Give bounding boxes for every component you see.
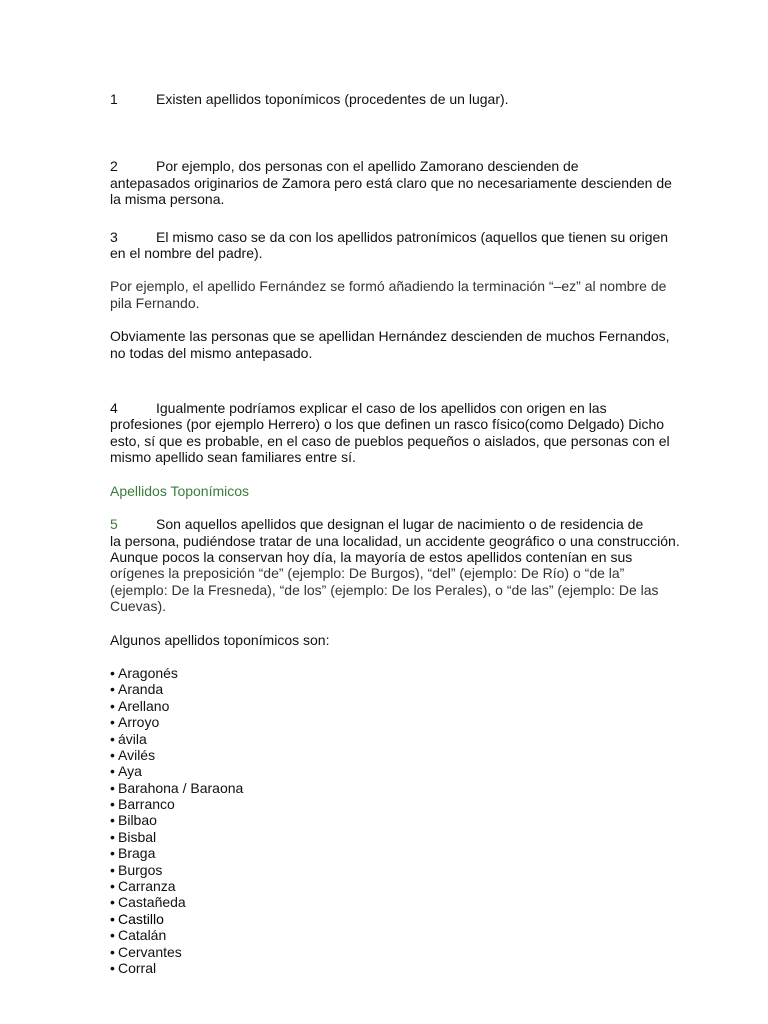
bullet-icon: • bbox=[110, 714, 115, 731]
paragraph-text-lead: Por ejemplo, dos personas con el apellido Zamorano descienden de bbox=[156, 158, 579, 175]
bullet-icon: • bbox=[110, 681, 115, 698]
list-item bbox=[110, 845, 682, 861]
paragraph-number: 1 bbox=[110, 91, 118, 107]
bullet-icon: • bbox=[110, 878, 115, 895]
paragraph-text-lead: Son aquellos apellidos que designan el lugar de nacimiento o de residencia de bbox=[156, 516, 644, 533]
bullet-icon: • bbox=[110, 845, 115, 862]
bullet-icon: • bbox=[110, 812, 115, 829]
surname: Castañeda bbox=[118, 894, 186, 911]
surname: Aranda bbox=[118, 681, 164, 698]
surname: Cervantes bbox=[118, 943, 182, 960]
list-item bbox=[110, 911, 682, 927]
surname: Arroyo bbox=[118, 714, 160, 731]
surname: Bilbao bbox=[118, 812, 157, 829]
surname: Avilés bbox=[118, 746, 156, 763]
bullet-icon: • bbox=[110, 910, 115, 927]
surname: Barranco bbox=[118, 796, 175, 813]
bullet-icon: • bbox=[110, 779, 115, 796]
list-item bbox=[110, 878, 682, 894]
paragraph-text-rest: antepasados originarios de Zamora pero está claro que no necesariamente descienden de la misma persona. bbox=[110, 174, 672, 208]
bullet-icon: • bbox=[110, 697, 115, 714]
paragraph-text-dark: Aunque pocos la conservan hoy día, la mayoría de estos apellidos contenían en sus bbox=[110, 548, 633, 565]
list-item bbox=[110, 714, 682, 730]
surname-list bbox=[110, 665, 682, 976]
bullet-icon: • bbox=[110, 796, 115, 813]
list-item bbox=[110, 780, 682, 796]
surname: Burgos bbox=[118, 861, 163, 878]
list-item bbox=[110, 698, 682, 714]
bullet-icon: • bbox=[110, 730, 115, 747]
surname: Braga bbox=[118, 845, 156, 862]
paragraph-text-rest: profesiones (por ejemplo Herrero) o los que definen un rasco físico(como Delgado) Dicho esto, sí que es probable, en el caso de pueblos pequeños o aislados, que personas con el mismo apellido sean familiares entre sí. bbox=[110, 416, 670, 466]
list-intro: Algunos apellidos toponímicos son: bbox=[110, 631, 330, 648]
list-item bbox=[110, 731, 682, 747]
bullet-icon: • bbox=[110, 664, 115, 681]
surname: Castillo bbox=[118, 910, 164, 927]
paragraph-text-rest: la persona, pudiéndose tratar de una localidad, un accidente geográfico o una construcción. bbox=[110, 532, 680, 549]
surname: Aya bbox=[118, 763, 142, 780]
paragraph-1 bbox=[110, 91, 682, 107]
bullet-icon: • bbox=[110, 894, 115, 911]
bullet-icon: • bbox=[110, 959, 115, 976]
paragraph-3 bbox=[110, 229, 682, 262]
list-item bbox=[110, 747, 682, 763]
list-item bbox=[110, 763, 682, 779]
list-item bbox=[110, 927, 682, 943]
paragraph-3-note: Obviamente las personas que se apellidan Hernández descienden de muchos Fernandos, no todas del mismo antepasado. bbox=[110, 328, 670, 361]
surname: Aragonés bbox=[118, 664, 178, 681]
paragraph-5 bbox=[110, 516, 682, 614]
list-item bbox=[110, 944, 682, 960]
list-item bbox=[110, 894, 682, 910]
paragraph-number: 3 bbox=[110, 228, 118, 245]
list-item bbox=[110, 665, 682, 681]
bullet-icon: • bbox=[110, 828, 115, 845]
list-item bbox=[110, 829, 682, 845]
paragraph-2 bbox=[110, 158, 682, 207]
paragraph-4 bbox=[110, 400, 682, 466]
bullet-icon: • bbox=[110, 927, 115, 944]
bullet-icon: • bbox=[110, 763, 115, 780]
document-page bbox=[110, 91, 682, 976]
paragraph-text-light: orígenes la preposición “de” (ejemplo: De Burgos), “del” (ejemplo: De Río) o “de la” (ejemplo: De la Fresneda), “de los” (ejemplo: De los Perales), o “de las” (ejemplo: De las Cuevas). bbox=[110, 565, 659, 615]
bullet-icon: • bbox=[110, 861, 115, 878]
paragraph-number: 2 bbox=[110, 158, 118, 175]
list-item bbox=[110, 812, 682, 828]
surname: Arellano bbox=[118, 697, 170, 714]
paragraph-text-lead: El mismo caso se da con los apellidos patronímicos (aquellos que tienen su origen bbox=[156, 228, 669, 245]
surname: ávila bbox=[118, 730, 147, 747]
paragraph-text-lead: Igualmente podríamos explicar el caso de los apellidos con origen en las bbox=[156, 400, 607, 417]
bullet-icon: • bbox=[110, 943, 115, 960]
paragraph-3-example: Por ejemplo, el apellido Fernández se formó añadiendo la terminación “–ez” al nombre de pila Fernando. bbox=[110, 278, 667, 311]
list-item bbox=[110, 681, 682, 697]
surname: Bisbal bbox=[118, 828, 157, 845]
surname: Barahona / Baraona bbox=[118, 779, 244, 796]
paragraph-text: Existen apellidos toponímicos (procedentes de un lugar). bbox=[156, 91, 509, 107]
section-heading: Apellidos Toponímicos bbox=[110, 482, 250, 499]
surname: Carranza bbox=[118, 878, 176, 895]
surname: Catalán bbox=[118, 927, 167, 944]
surname: Corral bbox=[118, 959, 157, 976]
list-item bbox=[110, 960, 682, 976]
paragraph-number: 5 bbox=[110, 516, 118, 533]
list-item bbox=[110, 796, 682, 812]
paragraph-text-rest: en el nombre del padre). bbox=[110, 245, 263, 262]
paragraph-number: 4 bbox=[110, 400, 118, 417]
bullet-icon: • bbox=[110, 746, 115, 763]
list-item bbox=[110, 862, 682, 878]
